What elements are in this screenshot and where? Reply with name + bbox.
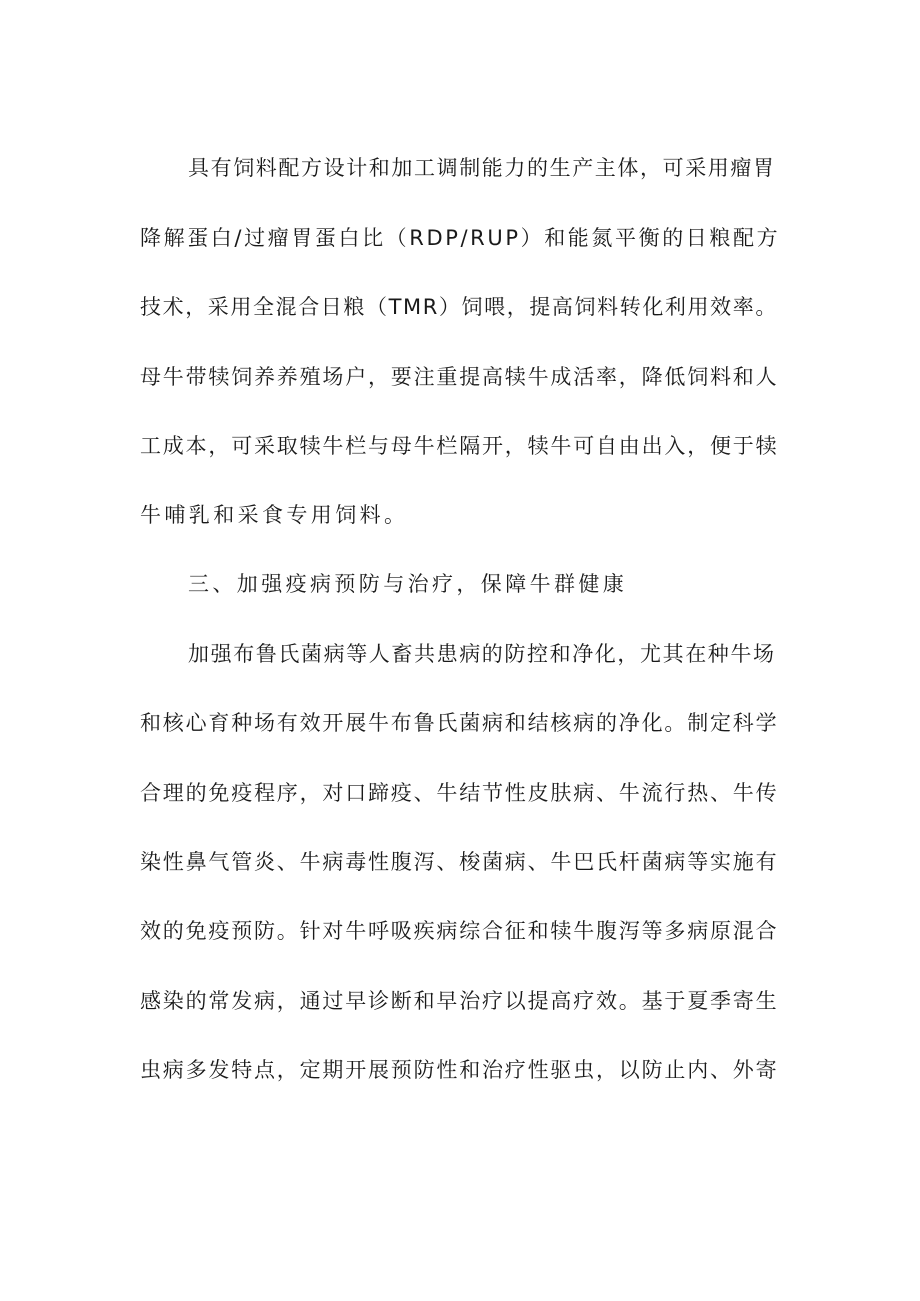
paragraph-2-line-3: 合理的免疫程序，对口蹄疫、牛结节性皮肤病、牛流行热、牛传: [140, 781, 779, 805]
paragraph-1-line-1: 具有饲料配方设计和加工调制能力的生产主体，可采用瘤胃: [188, 156, 776, 180]
paragraph-2-line-4: 染性鼻气管炎、牛病毒性腹泻、梭菌病、牛巴氏杆菌病等实施有: [140, 850, 779, 874]
paragraph-1-line-2: 降解蛋白/过瘤胃蛋白比（RDP/RUP）和能氮平衡的日粮配方: [140, 226, 780, 250]
paragraph-1-line-4: 母牛带犊饲养养殖场户，要注重提高犊牛成活率，降低饲料和人: [140, 365, 779, 389]
paragraph-2-line-6: 感染的常发病，通过早诊断和早治疗以提高疗效。基于夏季寄生: [140, 989, 779, 1013]
paragraph-2-line-1: 加强布鲁氏菌病等人畜共患病的防控和净化，尤其在种牛场: [188, 642, 776, 666]
paragraph-1-line-3: 技术，采用全混合日粮（TMR）饲喂，提高饲料转化利用效率。: [140, 295, 778, 319]
paragraph-1-line-6: 牛哺乳和采食专用饲料。: [140, 503, 409, 527]
section-heading: 三、加强疫病预防与治疗，保障牛群健康: [188, 572, 628, 596]
paragraph-1-line-5: 工成本，可采取犊牛栏与母牛栏隔开，犊牛可自由出入，便于犊: [140, 434, 779, 458]
paragraph-2-line-7: 虫病多发特点，定期开展预防性和治疗性驱虫，以防止内、外寄: [140, 1058, 779, 1082]
paragraph-2-line-5: 效的免疫预防。针对牛呼吸疾病综合征和犊牛腹泻等多病原混合: [140, 919, 779, 943]
paragraph-2-line-2: 和核心育种场有效开展牛布鲁氏菌病和结核病的净化。制定科学: [140, 711, 779, 735]
